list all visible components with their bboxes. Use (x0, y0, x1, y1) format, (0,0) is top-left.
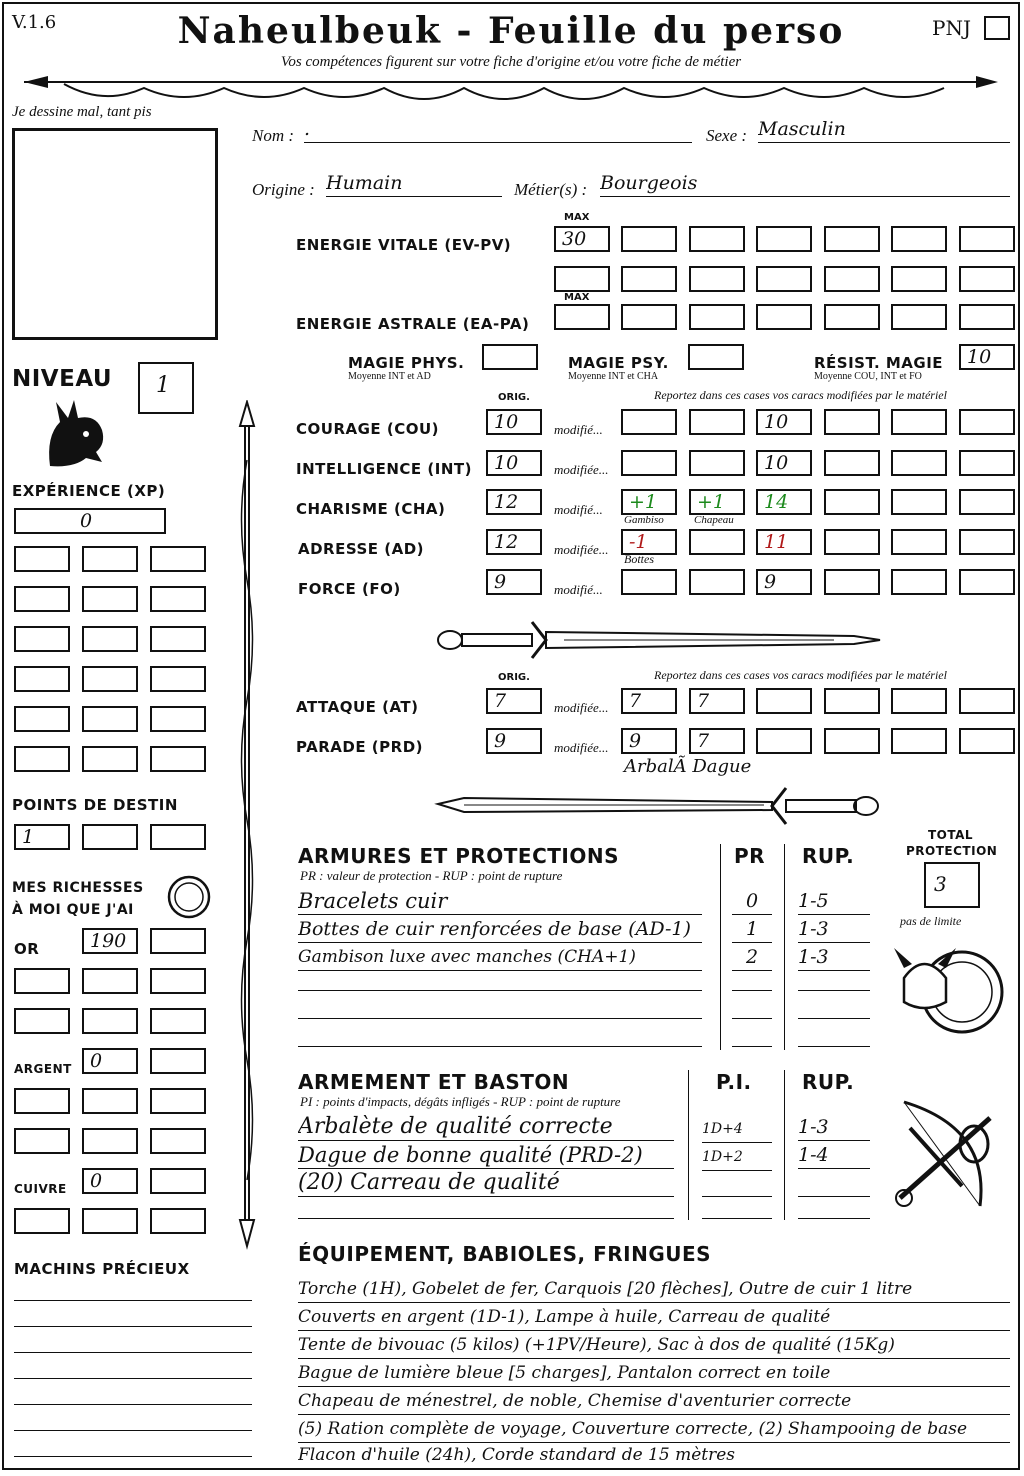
pnj-checkbox[interactable] (984, 16, 1010, 40)
dragon-icon (40, 396, 110, 470)
subtitle: Vos compétences figurent sur votre fiche d'origine et/ou votre fiche de métier (280, 54, 742, 70)
armor-row-name[interactable]: Gambison luxe avec manches (CHA+1) (298, 944, 702, 971)
argent-box[interactable] (82, 1088, 138, 1114)
ea-box[interactable] (959, 304, 1015, 330)
or-box[interactable] (150, 928, 206, 954)
courage-mod-4[interactable] (824, 409, 880, 435)
equipment-line[interactable]: Bague de lumière bleue [5 charges], Pantalon correct en toile (298, 1360, 1010, 1387)
richesses-label-1: MES RICHESSES (12, 880, 144, 896)
weapons-subtitle: PI : points d'impacts, dégâts infligés - RUP : point de rupture (300, 1094, 621, 1109)
magie-psy-label: MAGIE PSY. (568, 354, 669, 372)
coin-icon (166, 874, 212, 920)
vertical-spear-icon (232, 400, 262, 1250)
attaque-mod-1[interactable]: 7 (621, 688, 677, 714)
xp-box[interactable] (82, 626, 138, 652)
ev-box[interactable] (959, 266, 1015, 292)
charisme-mod-2-note: Chapeau (694, 514, 734, 526)
machins-line[interactable] (14, 1430, 252, 1431)
parade-mod-4[interactable] (824, 728, 880, 754)
cuivre-box[interactable] (150, 1168, 206, 1194)
attaque-orig[interactable]: 7 (486, 688, 542, 714)
equipment-line[interactable]: Flacon d'huile (24h), Corde standard de 15 mètres (298, 1442, 1010, 1469)
ev-max-label: MAX (564, 212, 590, 223)
origine-label: Origine : (252, 180, 315, 199)
weapon-row-rup[interactable]: 1-4 (798, 1142, 870, 1169)
total-protection-label-2: PROTECTION (906, 844, 998, 858)
ev-box[interactable] (824, 266, 880, 292)
ea-box[interactable] (621, 304, 677, 330)
armor-subtitle: PR : valeur de protection - RUP : point de rupture (300, 868, 563, 883)
adresse-mod-6[interactable] (959, 529, 1015, 555)
armor-pr-header: PR (734, 844, 766, 868)
force-mod-4[interactable] (824, 569, 880, 595)
nom-field[interactable]: . (304, 116, 692, 143)
ev-box[interactable] (891, 226, 947, 252)
ea-box[interactable] (689, 304, 745, 330)
armor-rup-header: RUP. (802, 844, 855, 868)
weapon-row-rup[interactable]: 1-3 (798, 1114, 870, 1141)
adresse-mod-3[interactable]: 11 (756, 529, 812, 555)
sword-icon (434, 616, 884, 662)
richesses-label-2: À MOI QUE J'AI (12, 902, 134, 918)
weapon-row-rup[interactable] (798, 1170, 870, 1197)
armor-empty-line[interactable] (298, 1046, 702, 1047)
attaque-mod-4[interactable] (824, 688, 880, 714)
combat-orig-label: ORIG. (498, 672, 530, 683)
force-label: FORCE (FO) (298, 580, 401, 598)
xp-label: EXPÉRIENCE (XP) (12, 482, 166, 500)
force-orig[interactable]: 9 (486, 569, 542, 595)
spear-divider-icon (4, 66, 1018, 118)
armor-empty-line[interactable] (298, 990, 702, 991)
machins-line[interactable] (14, 1326, 252, 1327)
argent-box[interactable] (14, 1128, 70, 1154)
ev-box[interactable] (891, 266, 947, 292)
weapon-row-pi[interactable] (702, 1170, 772, 1197)
attaque-mod-3[interactable] (756, 688, 812, 714)
armor-row-name[interactable]: Bottes de cuir renforcées de base (AD-1) (298, 916, 702, 943)
weapons-title: ARMEMENT ET BASTON (298, 1070, 570, 1094)
cuivre-box[interactable]: 0 (82, 1168, 138, 1194)
modifiee-label: modifiée... (554, 700, 609, 715)
armor-empty-line[interactable] (732, 990, 772, 991)
armor-row-pr[interactable]: 1 (732, 916, 772, 943)
charisme-mod-5[interactable] (891, 489, 947, 515)
magie-psy-box[interactable] (688, 344, 744, 370)
or-label: OR (14, 940, 40, 958)
modifiee-label: modifiée... (554, 462, 609, 477)
ea-box[interactable] (756, 304, 812, 330)
ev-box[interactable] (689, 226, 745, 252)
force-mod-1[interactable] (621, 569, 677, 595)
machins-line[interactable] (14, 1300, 252, 1301)
armor-empty-line[interactable] (798, 1018, 870, 1019)
attaque-label: ATTAQUE (AT) (296, 698, 419, 716)
armor-empty-line[interactable] (798, 1046, 870, 1047)
charisme-mod-2[interactable]: +1 (689, 489, 745, 515)
resist-magie-label: RÉSIST. MAGIE (814, 354, 944, 372)
resist-magie-sub: Moyenne COU, INT et FO (814, 371, 922, 382)
adresse-orig[interactable]: 12 (486, 529, 542, 555)
combat-report-note: Reportez dans ces cases vos caracs modifiées par le matériel (654, 668, 947, 682)
machins-line[interactable] (14, 1352, 252, 1353)
weapons-icon (890, 1098, 1006, 1216)
portrait-caption: Je dessine mal, tant pis (12, 104, 152, 120)
xp-box[interactable] (82, 666, 138, 692)
force-mod-5[interactable] (891, 569, 947, 595)
machins-line[interactable] (14, 1378, 252, 1379)
ev-label: ENERGIE VITALE (EV-PV) (296, 236, 512, 254)
parade-orig[interactable]: 9 (486, 728, 542, 754)
argent-box[interactable] (82, 1128, 138, 1154)
equipment-line[interactable]: Chapeau de ménestrel, de noble, Chemise d'aventurier correcte (298, 1388, 1010, 1415)
machins-label: MACHINS PRÉCIEUX (14, 1260, 190, 1278)
or-box[interactable] (14, 1008, 70, 1034)
weapon-row-pi[interactable]: 1D+2 (702, 1144, 772, 1171)
or-box[interactable]: 190 (82, 928, 138, 954)
attaque-mod-2[interactable]: 7 (689, 688, 745, 714)
charisme-label: CHARISME (CHA) (296, 500, 446, 518)
adresse-label: ADRESSE (AD) (298, 540, 425, 558)
xp-box[interactable] (150, 546, 206, 572)
force-mod-3[interactable]: 9 (756, 569, 812, 595)
machins-line[interactable] (14, 1456, 252, 1457)
ea-box[interactable] (891, 304, 947, 330)
ev-box[interactable] (824, 226, 880, 252)
armor-row-rup[interactable]: 1-5 (798, 888, 870, 915)
modifie-label: modifié... (554, 502, 603, 517)
argent-box[interactable] (14, 1088, 70, 1114)
xp-box[interactable] (14, 626, 70, 652)
armor-empty-line[interactable] (798, 990, 870, 991)
argent-box[interactable] (150, 1088, 206, 1114)
total-protection-box[interactable]: 3 (924, 862, 980, 908)
xp-box[interactable]: 0 (14, 508, 166, 534)
no-limit-note: pas de limite (900, 914, 962, 928)
charisme-mod-1-note: Gambiso (624, 514, 664, 526)
sheet-title: Naheulbeuk - Feuille du perso (177, 10, 845, 52)
weapons-divider (688, 1070, 689, 1220)
courage-mod-3[interactable]: 10 (756, 409, 812, 435)
armor-divider (720, 844, 721, 1050)
cuivre-box[interactable] (150, 1208, 206, 1234)
weapon-row-name[interactable]: (20) Carreau de qualité (298, 1170, 674, 1197)
cuivre-box[interactable] (14, 1208, 70, 1234)
xp-box[interactable] (82, 706, 138, 732)
niveau-box[interactable]: 1 (138, 362, 194, 414)
weapons-divider (784, 1070, 785, 1220)
destin-label: POINTS DE DESTIN (12, 796, 178, 814)
weapon-empty-line[interactable] (798, 1218, 870, 1219)
metier-field[interactable]: Bourgeois (600, 170, 1010, 197)
sexe-label: Sexe : (706, 126, 748, 145)
metier-label: Métier(s) : (514, 180, 588, 199)
xp-box[interactable] (150, 746, 206, 772)
armor-divider (784, 844, 785, 1050)
parade-label: PARADE (PRD) (296, 738, 424, 756)
parade-mod-1[interactable]: 9 (621, 728, 677, 754)
cuivre-label: CUIVRE (14, 1182, 67, 1196)
courage-label: COURAGE (COU) (296, 420, 440, 438)
or-box[interactable] (82, 968, 138, 994)
xp-box[interactable] (150, 626, 206, 652)
equipment-line[interactable]: Tente de bivouac (5 kilos) (+1PV/Heure), Sac à dos de qualité (15Kg) (298, 1332, 1010, 1359)
version-label: V.1.6 (12, 12, 57, 33)
armor-empty-line[interactable] (732, 1046, 772, 1047)
courage-mod-2[interactable] (689, 409, 745, 435)
xp-box[interactable] (14, 546, 70, 572)
xp-box[interactable] (14, 666, 70, 692)
ea-max-box[interactable] (554, 304, 610, 330)
niveau-label: NIVEAU (12, 366, 113, 392)
xp-box[interactable] (150, 586, 206, 612)
armor-row-rup[interactable]: 1-3 (798, 944, 870, 971)
armor-row-pr[interactable]: 2 (732, 944, 772, 971)
armor-empty-line[interactable] (732, 1018, 772, 1019)
modifiee-label: modifiée... (554, 542, 609, 557)
argent-box[interactable] (150, 1128, 206, 1154)
orig-label: ORIG. (498, 392, 530, 403)
ev-box[interactable] (621, 226, 677, 252)
weapons-rup-header: RUP. (802, 1070, 855, 1094)
helmet-shield-icon (890, 928, 1006, 1044)
courage-mod-5[interactable] (891, 409, 947, 435)
intelligence-label: INTELLIGENCE (INT) (296, 460, 472, 478)
portrait-box[interactable] (12, 128, 218, 340)
attaque-mod-5[interactable] (891, 688, 947, 714)
courage-orig[interactable]: 10 (486, 409, 542, 435)
armor-empty-line[interactable] (298, 1018, 702, 1019)
adresse-mod-5[interactable] (891, 529, 947, 555)
argent-box[interactable] (150, 1048, 206, 1074)
ev-box[interactable] (756, 226, 812, 252)
character-sheet (2, 2, 1020, 1470)
ev-max-box[interactable]: 30 (554, 226, 610, 252)
xp-box[interactable] (82, 746, 138, 772)
weapon-empty-line[interactable] (702, 1218, 772, 1219)
cuivre-box[interactable] (82, 1208, 138, 1234)
charisme-mod-3[interactable]: 14 (756, 489, 812, 515)
equipment-line[interactable]: Torche (1H), Gobelet de fer, Carquois [20 flèches], Outre de cuir 1 litre (298, 1276, 1010, 1303)
adresse-mod-4[interactable] (824, 529, 880, 555)
or-box[interactable] (150, 1008, 206, 1034)
courage-mod-1[interactable] (621, 409, 677, 435)
equipment-line[interactable]: Couverts en argent (1D-1), Lampe à huile, Carreau de qualité (298, 1304, 1010, 1331)
parade-mod-5[interactable] (891, 728, 947, 754)
ev-box[interactable] (756, 266, 812, 292)
destin-box[interactable] (150, 824, 206, 850)
armor-title: ARMURES ET PROTECTIONS (298, 844, 619, 868)
weapon-row-pi[interactable]: 1D+4 (702, 1116, 772, 1143)
weapon-row-name[interactable]: Dague de bonne qualité (PRD-2) (298, 1142, 674, 1169)
xp-box[interactable] (14, 586, 70, 612)
weapons-pi-header: P.I. (716, 1070, 752, 1094)
magie-phys-label: MAGIE PHYS. (348, 354, 465, 372)
intelligence-orig[interactable]: 10 (486, 450, 542, 476)
adresse-mod-1-note: Bottes (624, 552, 654, 566)
magie-phys-sub: Moyenne INT et AD (348, 371, 431, 382)
weapon-empty-line[interactable] (298, 1218, 674, 1219)
weapon-note: ArbalÃ Dague (624, 756, 752, 777)
modifie-label: modifié... (554, 422, 603, 437)
nom-label: Nom : (252, 126, 295, 145)
xp-box[interactable] (82, 586, 138, 612)
ev-box[interactable] (959, 226, 1015, 252)
argent-label: ARGENT (14, 1062, 72, 1076)
intelligence-mod-6[interactable] (959, 450, 1015, 476)
intelligence-mod-2[interactable] (689, 450, 745, 476)
charisme-mod-6[interactable] (959, 489, 1015, 515)
armor-row-rup[interactable]: 1-3 (798, 916, 870, 943)
courage-mod-6[interactable] (959, 409, 1015, 435)
total-protection-label-1: TOTAL (928, 828, 974, 842)
ev-box[interactable] (689, 266, 745, 292)
machins-line[interactable] (14, 1404, 252, 1405)
pnj-label: PNJ (932, 16, 971, 40)
or-box[interactable] (150, 968, 206, 994)
parade-mod-3[interactable] (756, 728, 812, 754)
argent-box[interactable]: 0 (82, 1048, 138, 1074)
equipment-title: ÉQUIPEMENT, BABIOLES, FRINGUES (298, 1242, 712, 1266)
charisme-orig[interactable]: 12 (486, 489, 542, 515)
ev-box[interactable] (554, 266, 610, 292)
resist-magie-box[interactable]: 10 (959, 344, 1015, 370)
equipment-line[interactable]: (5) Ration complète de voyage, Couverture correcte, (2) Shampooing de base (298, 1416, 1010, 1443)
parade-mod-6[interactable] (959, 728, 1015, 754)
force-mod-6[interactable] (959, 569, 1015, 595)
intelligence-mod-5[interactable] (891, 450, 947, 476)
modifie-label: modifié... (554, 582, 603, 597)
intelligence-mod-3[interactable]: 10 (756, 450, 812, 476)
ea-label: ENERGIE ASTRALE (EA-PA) (296, 315, 530, 333)
or-box[interactable] (14, 968, 70, 994)
parade-mod-2[interactable]: 7 (689, 728, 745, 754)
charisme-mod-1[interactable]: +1 (621, 489, 677, 515)
report-note: Reportez dans ces cases vos caracs modifiées par le matériel (654, 388, 947, 402)
xp-box[interactable] (150, 706, 206, 732)
xp-box[interactable] (14, 746, 70, 772)
origine-field[interactable]: Humain (326, 170, 502, 197)
adresse-mod-2[interactable] (689, 529, 745, 555)
destin-box[interactable]: 1 (14, 824, 70, 850)
xp-box[interactable] (150, 666, 206, 692)
attaque-mod-6[interactable] (959, 688, 1015, 714)
destin-box[interactable] (82, 824, 138, 850)
magie-psy-sub: Moyenne INT et CHA (568, 371, 659, 382)
intelligence-mod-4[interactable] (824, 450, 880, 476)
weapon-row-name[interactable]: Arbalète de qualité correcte (298, 1114, 674, 1141)
charisme-mod-4[interactable] (824, 489, 880, 515)
ea-box[interactable] (824, 304, 880, 330)
ev-box[interactable] (621, 266, 677, 292)
magie-phys-box[interactable] (482, 344, 538, 370)
modifiee-label: modifiée... (554, 740, 609, 755)
sword-icon (434, 782, 884, 828)
or-box[interactable] (82, 1008, 138, 1034)
force-mod-2[interactable] (689, 569, 745, 595)
ea-max-label: MAX (564, 292, 590, 303)
sexe-field[interactable]: Masculin (758, 116, 1010, 143)
xp-box[interactable] (82, 546, 138, 572)
adresse-mod-1[interactable]: -1 (621, 529, 677, 555)
xp-box[interactable] (14, 706, 70, 732)
armor-row-pr[interactable]: 0 (732, 888, 772, 915)
armor-row-name[interactable]: Bracelets cuir (298, 888, 702, 915)
intelligence-mod-1[interactable] (621, 450, 677, 476)
